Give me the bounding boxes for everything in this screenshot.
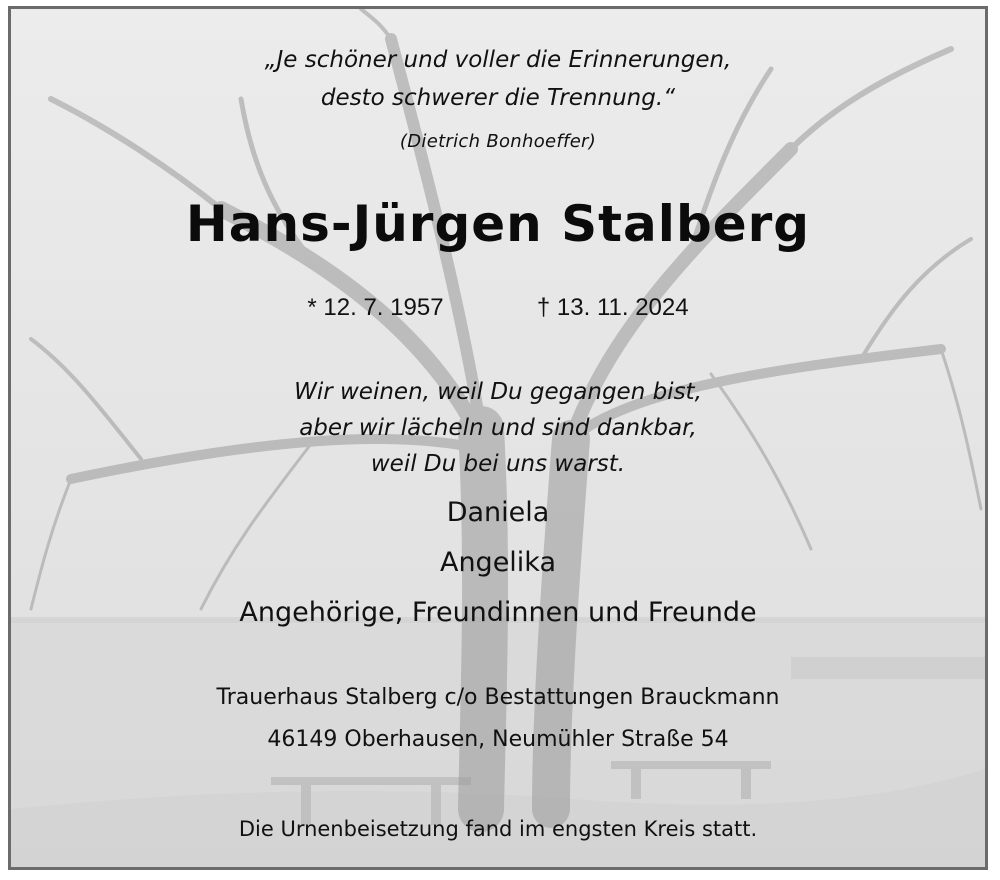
mourner-name-2: Angelika [439, 547, 557, 578]
verse-line-1: Wir weinen, weil Du gegangen bist, [294, 379, 702, 405]
deceased-name: Hans-Jürgen Stalberg [185, 195, 811, 253]
quote-line-2: desto schwerer die Trennung.“ [320, 85, 676, 111]
address-line-2: 46149 Oberhausen, Neumühler Straße 54 [267, 727, 729, 752]
address-line-1: Trauerhaus Stalberg c/o Bestattungen Brauckmann [216, 685, 780, 710]
verse-line-3: weil Du bei uns warst. [370, 451, 626, 477]
quote-line-1: „Je schöner und voller die Erinnerungen, [264, 47, 732, 73]
mourner-group: Angehörige, Freundinnen und Freunde [239, 597, 757, 628]
life-dates [11, 294, 985, 322]
birth-date: * 12. 7. 1957 [307, 294, 444, 321]
mourner-name-1: Daniela [446, 497, 550, 528]
obituary-text [11, 9, 985, 867]
obituary-card [8, 6, 988, 870]
quote-author: (Dietrich Bonhoeffer) [399, 131, 597, 152]
verse-line-2: aber wir lächeln und sind dankbar, [299, 415, 697, 441]
death-date: † 13. 11. 2024 [536, 294, 689, 321]
burial-note: Die Urnenbeisetzung fand im engsten Kreis statt. [238, 817, 758, 841]
